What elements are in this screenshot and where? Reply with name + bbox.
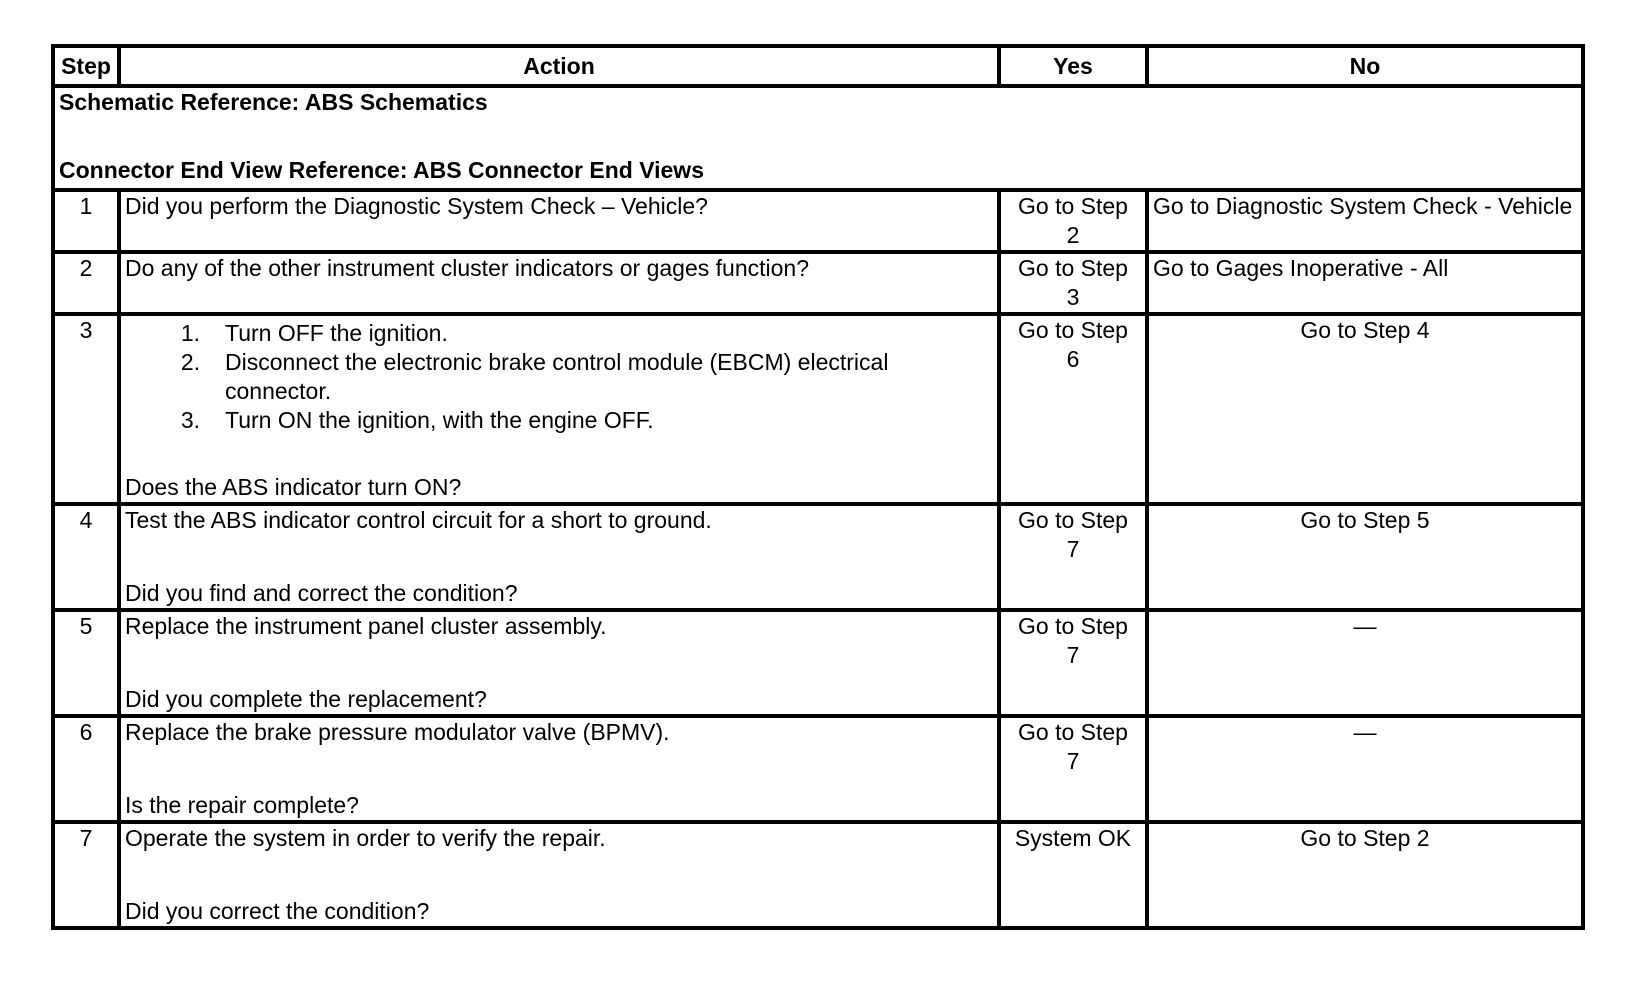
yes-line-1: Go to Step: [1018, 255, 1128, 281]
table-row: [53, 610, 1583, 716]
substep-number: 1.: [180, 320, 200, 346]
no-cell: Go to Step 5: [1147, 504, 1583, 610]
yes-line-2: 7: [1066, 536, 1080, 562]
yes-line-2: 7: [1066, 748, 1080, 774]
substep-text: Disconnect the electronic brake control module (EBCM) electrical connector.: [225, 349, 889, 404]
header-row: [53, 46, 1583, 86]
yes-line-1: Go to Step: [1018, 317, 1128, 343]
connector-reference: Connector End View Reference: ABS Connector End Views: [59, 157, 704, 183]
reference-cell: [53, 86, 1583, 190]
yes-line-1: Go to Step: [1018, 193, 1128, 219]
action-cell: [119, 504, 999, 610]
yes-line-2: 7: [1066, 642, 1080, 668]
no-cell: Go to Gages Inoperative - All: [1147, 252, 1583, 314]
yes-line-2: 2: [1066, 222, 1080, 248]
no-cell: Go to Diagnostic System Check - Vehicle: [1147, 190, 1583, 252]
header-action: Action: [119, 46, 999, 86]
action-question: Did you complete the replacement?: [125, 686, 487, 712]
table-row: [53, 716, 1583, 822]
substep-number: 3.: [180, 407, 200, 433]
action-question: Did you find and correct the condition?: [125, 580, 518, 606]
yes-cell: [999, 822, 1147, 928]
yes-line-1: Go to Step: [1018, 507, 1128, 533]
header-step: Step: [53, 46, 119, 86]
step-number: 3: [53, 314, 119, 504]
substep-text: Turn ON the ignition, with the engine OFF.: [225, 407, 654, 433]
action-question: Is the repair complete?: [125, 792, 359, 818]
yes-cell: [999, 190, 1147, 252]
yes-cell: [999, 314, 1147, 504]
schematic-reference: Schematic Reference: ABS Schematics: [59, 89, 488, 115]
yes-cell: [999, 716, 1147, 822]
substep-text: Turn OFF the ignition.: [225, 320, 448, 346]
action-question: Did you correct the condition?: [125, 898, 430, 924]
substep-number: 2.: [180, 349, 200, 375]
diagnostic-table: [51, 44, 1585, 930]
yes-line-1: System OK: [1014, 825, 1132, 851]
yes-cell: [999, 504, 1147, 610]
no-cell: —: [1147, 610, 1583, 716]
action-instruction: Test the ABS indicator control circuit for a short to ground.: [125, 507, 712, 533]
action-instruction: Replace the instrument panel cluster assembly.: [125, 613, 607, 639]
list-item: [125, 319, 993, 348]
step-number: 6: [53, 716, 119, 822]
list-item: [125, 406, 993, 435]
action-instruction: Replace the brake pressure modulator valve (BPMV).: [125, 719, 670, 745]
yes-line-1: Go to Step: [1018, 719, 1128, 745]
action-cell: [119, 610, 999, 716]
action-instruction: Operate the system in order to verify the repair.: [125, 825, 606, 851]
yes-cell: [999, 610, 1147, 716]
action-cell: [119, 314, 999, 504]
yes-cell: [999, 252, 1147, 314]
header-no: No: [1147, 46, 1583, 86]
yes-line-2: 6: [1066, 346, 1080, 372]
step-number: 1: [53, 190, 119, 252]
no-cell: —: [1147, 716, 1583, 822]
yes-line-1: Go to Step: [1018, 613, 1128, 639]
substep-list: [125, 319, 993, 435]
header-yes: Yes: [999, 46, 1147, 86]
yes-line-2: 3: [1066, 284, 1080, 310]
table-row: [53, 252, 1583, 314]
action-cell: Do any of the other instrument cluster indicators or gages function?: [119, 252, 999, 314]
action-cell: [119, 822, 999, 928]
step-number: 7: [53, 822, 119, 928]
step-number: 5: [53, 610, 119, 716]
no-cell: Go to Step 4: [1147, 314, 1583, 504]
list-item: [125, 348, 993, 406]
action-cell: Did you perform the Diagnostic System Check – Vehicle?: [119, 190, 999, 252]
reference-row: [53, 86, 1583, 190]
step-number: 2: [53, 252, 119, 314]
action-cell: [119, 716, 999, 822]
table-row: [53, 822, 1583, 928]
no-cell: Go to Step 2: [1147, 822, 1583, 928]
table-row: [53, 314, 1583, 504]
table-row: [53, 190, 1583, 252]
action-question: Does the ABS indicator turn ON?: [125, 474, 462, 500]
table-row: [53, 504, 1583, 610]
step-number: 4: [53, 504, 119, 610]
